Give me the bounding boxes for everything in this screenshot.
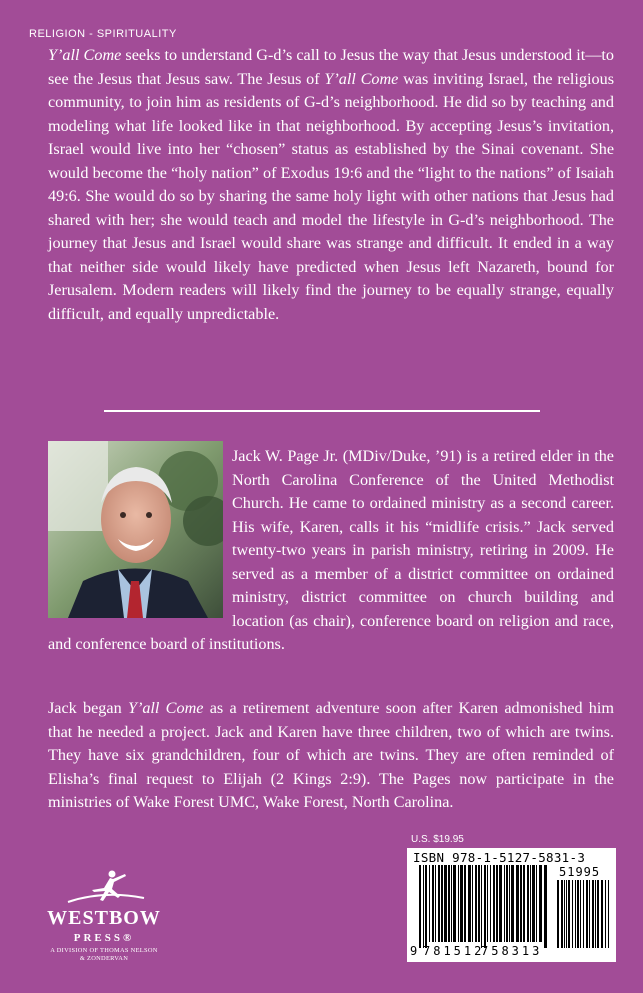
barcode-bar [478, 865, 480, 942]
publisher-name: WESTBOW [47, 907, 161, 929]
isbn-text: ISBN 978-1-5127-5831-3 [413, 850, 586, 865]
barcode-bar [536, 865, 537, 942]
barcode-bar [432, 865, 434, 942]
barcode-bar [458, 865, 459, 942]
photo-float-spacer [48, 445, 232, 626]
publisher-division-line2: & ZONDERVAN [79, 955, 129, 962]
barcode-bar [527, 865, 529, 942]
barcode-bar [419, 865, 421, 948]
personal-text-a: Jack began [48, 699, 128, 717]
description-text-a: seeks to understand G-d’s call to Jesus the way that Jesus understood it—to see the Jesus that Jesus saw. The Jesus of [48, 46, 615, 88]
addon-bar [566, 880, 567, 948]
barcode-bar [493, 865, 495, 942]
ean-left-digits: 781512 [423, 944, 485, 958]
addon-bar [557, 880, 559, 948]
barcode-bar [544, 865, 547, 948]
barcode-bar [438, 865, 440, 942]
ean-right-digits: 758313 [481, 944, 543, 958]
ean-lead-digit: 9 [410, 944, 418, 958]
barcode-bar [425, 865, 427, 948]
barcode-bar [523, 865, 525, 942]
section-divider [104, 410, 540, 412]
personal-text-b: as a retirement adventure soon after Karen admonished him that he needed a project. Jack and Karen have three children, two of which are twins. They have six grandchildren, four of which are twins. They are often reminded of Elisha’s final request to Elijah (2 Kings 2:9). The Pages now participate in the ministries of Wake Forest UMC, Wake Forest, North Carolina. [48, 699, 614, 811]
book-title-italic-2: Y’all Come [324, 69, 399, 88]
barcode-bar [530, 865, 531, 942]
leaping-figure-icon [28, 868, 180, 908]
barcode-bar [499, 865, 502, 942]
addon-bar [572, 880, 573, 948]
book-title-italic: Y’all Come [48, 46, 122, 64]
addon-bar [568, 880, 570, 948]
barcode-bar [487, 865, 488, 942]
addon-bar [575, 880, 576, 948]
addon-bar [605, 880, 606, 948]
barcode-bar [516, 865, 519, 942]
barcode-bar [539, 865, 542, 942]
barcode-bar [444, 865, 447, 942]
addon-digits: 51995 [559, 865, 601, 879]
price-label: U.S. $19.95 [411, 834, 464, 845]
barcode-bar [423, 865, 424, 948]
addon-bar [561, 880, 563, 948]
addon-bar [583, 880, 584, 948]
barcode-bar [509, 865, 510, 942]
barcode-bar [453, 865, 456, 942]
barcode-bar [468, 865, 471, 942]
addon-bar [608, 880, 609, 948]
personal-book-title: Y’all Come [127, 699, 204, 717]
author-bio [48, 445, 614, 657]
barcode-bar [496, 865, 498, 942]
barcode-bar [460, 865, 463, 942]
barcode-bar [484, 865, 486, 948]
addon-bar [586, 880, 588, 948]
barcode-bar [472, 865, 473, 942]
publisher-press: PRESS® [73, 932, 135, 944]
description-text-b: was inviting Israel, the religious community, to join him as residents of G-d’s neighborhood. He did so by teaching and modeling what life looked like in that neighborhood. By accepting Jesus’s invitation, Israel would live into her “chosen” status as established by the Sinai covenant. She would become the “holy nation” of Exodus 19:6 and the “light to the nations” of Isaiah 49:6. She would do so by sharing the same holy light with other nations that Jesus had shared with her; she would teach and model the lifestyle in G-d’s neighborhood. The journey that Jesus and Israel would share was strange and difficult. It ended in a way that neither side would likely have predicted when Jesus left Nazareth, bound for Jerusalem. Modern readers will likely find the journey to be equally strange, equally difficult, and equally unpredictable. [48, 69, 614, 323]
barcode-bar [475, 865, 477, 942]
addon-bar [597, 880, 599, 948]
barcode-bar [435, 865, 436, 942]
addon-bar [601, 880, 603, 948]
ean-digits [407, 944, 616, 960]
addon-bar [592, 880, 594, 948]
barcode-bar [481, 865, 482, 948]
author-personal [48, 697, 614, 815]
barcode-bar [490, 865, 491, 942]
publisher-division-line1: A DIVISION OF THOMAS NELSON [50, 947, 158, 954]
barcode-bar [520, 865, 522, 942]
book-description [48, 44, 614, 326]
addon-bar [580, 880, 581, 948]
isbn-barcode [407, 848, 616, 962]
addon-bar [595, 880, 596, 948]
addon-bar [589, 880, 590, 948]
barcode-bar [429, 865, 430, 942]
barcode-bar [506, 865, 508, 942]
addon-bar [577, 880, 579, 948]
barcode-bar [448, 865, 450, 942]
publisher-logo [28, 868, 180, 980]
addon-bar [564, 880, 565, 948]
barcode-bar [532, 865, 535, 942]
barcode-bar [504, 865, 505, 942]
barcode-bar [511, 865, 514, 942]
barcode-bar [464, 865, 466, 942]
barcode-bar [441, 865, 443, 942]
author-bio-text: Jack W. Page Jr. (MDiv/Duke, ’91) is a retired elder in the North Carolina Conference of the United Methodist Church. He came to ordained ministry as a second career. His wife, Karen, calls it his “midlife crisis.” Jack served twenty-two years in parish ministry, retiring in 2009. He served as a member of a district committee on ordained ministry, district committee on church building and location (as chair), conference board on religion and race, and conference board of institutions. [48, 447, 614, 653]
category-label: RELIGION - SPIRITUALITY [29, 28, 177, 40]
barcode-bar [451, 865, 452, 942]
